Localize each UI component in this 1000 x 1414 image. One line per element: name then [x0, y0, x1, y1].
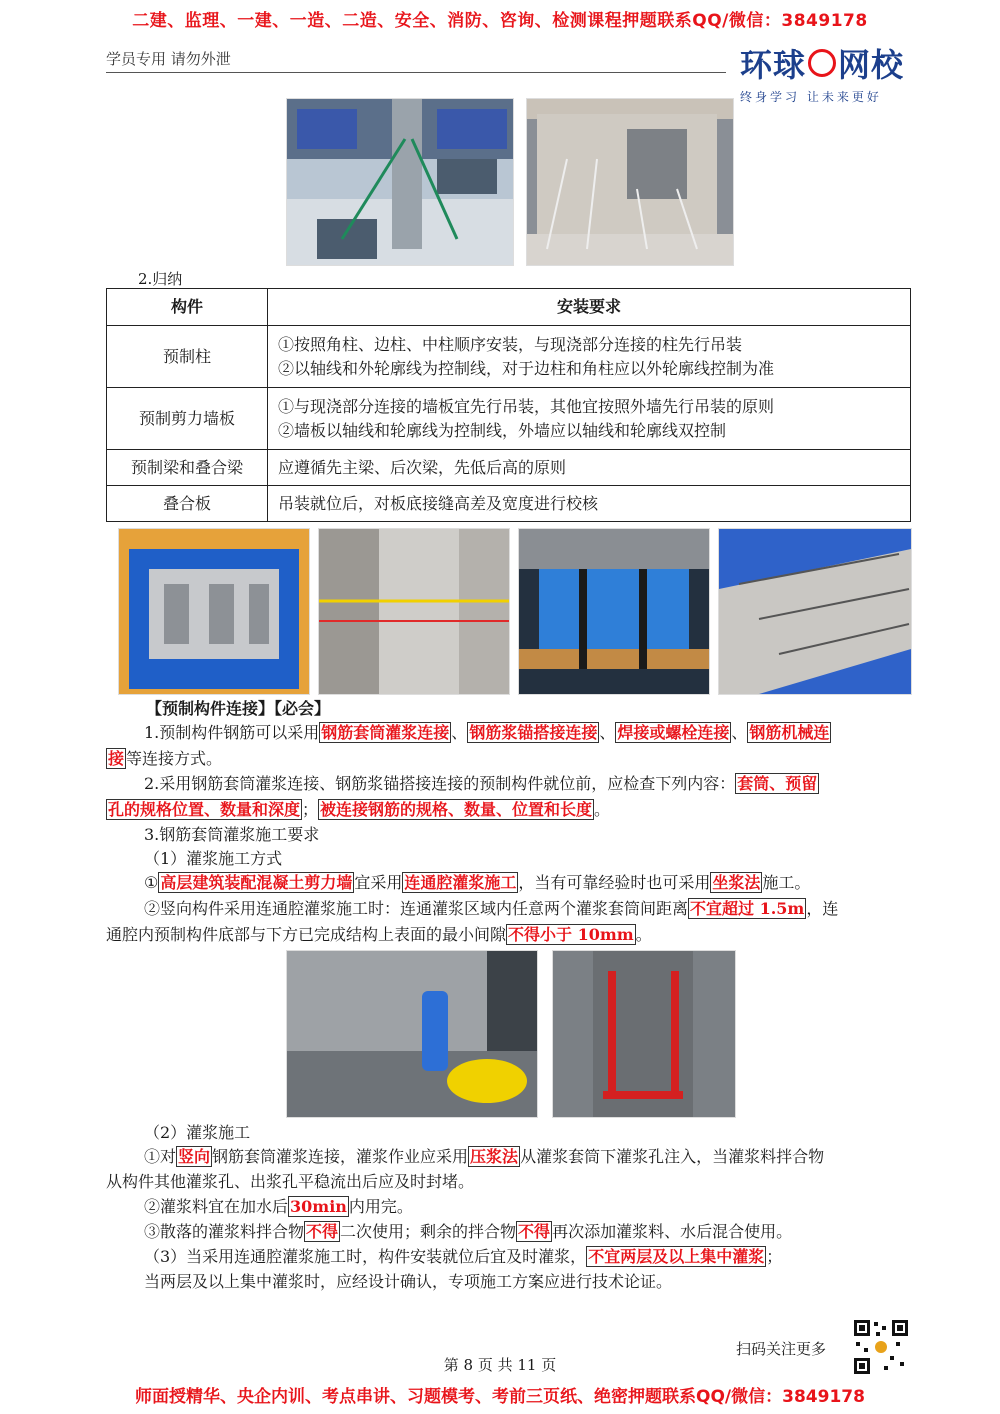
- requirement-cell: 应遵循先主梁、后次梁，先低后高的原则: [268, 450, 911, 486]
- paragraph-3-3-cont: 当两层及以上集中灌浆时，应经设计确认，专项施工方案应进行技术论证。: [144, 1272, 673, 1291]
- paragraph-3-1-b-cont: 通腔内预制构件底部与下方已完成结构上表面的最小间隙 不得小于 10mm 。: [106, 925, 652, 944]
- paragraph-1: 1.预制构件钢筋可以采用 钢筋套筒灌浆连接 、 钢筋浆锚搭接连接 、 焊接或螺栓连接 、 钢筋机械连: [144, 723, 830, 742]
- photo-grouting-cavity: [552, 950, 736, 1118]
- photo-wall-panel-bracing: [526, 98, 734, 266]
- table-row: [107, 450, 911, 486]
- bottom-contact-banner: 师面授精华、央企内训、考点串讲、习题模考、考前三页纸、绝密押题联系QQ/微信：3849178: [135, 1387, 865, 1407]
- requirement-cell: ①与现浇部分连接的墙板宜先行吊装，其他宜按照外墙先行吊装的原则 ②墙板以轴线和轮廓线为控制线，外墙应以轴线和轮廓线双控制: [268, 388, 911, 450]
- paragraph-3-2-title: （2）灌浆施工: [144, 1123, 251, 1142]
- requirement-cell: ①按照角柱、边柱、中柱顺序安装，与现浇部分连接的柱先行吊装 ②以轴线和外轮廓线为控制线，对于边柱和角柱应以外轮廓线控制为准: [268, 326, 911, 388]
- scan-qr-label: 扫码关注更多: [736, 1340, 827, 1358]
- paragraph-3-2-b: ②灌浆料宜在加水后 30min 内用完。: [144, 1197, 413, 1216]
- photo-column-formwork: [118, 528, 310, 695]
- top-contact-banner: 二建、监理、一建、一造、二造、安全、消防、咨询、检测课程押题联系QQ/微信：3849178: [132, 11, 868, 31]
- photo-grouting-equipment: [286, 950, 538, 1118]
- brand-logo: 环球 网校 终身学习 让未来更好: [740, 46, 905, 104]
- paragraph-3-title: 3.钢筋套筒灌浆施工要求: [144, 825, 320, 844]
- header-divider: [106, 72, 726, 73]
- component-cell: 预制剪力墙板: [107, 388, 268, 450]
- photo-wall-joint: [318, 528, 510, 695]
- header-requirement: 安装要求: [268, 289, 911, 326]
- paragraph-3-2-c: ③散落的灌浆料拌合物 不得 二次使用；剩余的拌合物 不得 再次添加灌浆料、水后混合使用。: [144, 1222, 793, 1241]
- requirement-cell: 吊装就位后，对板底接缝高差及宽度进行校核: [268, 486, 911, 522]
- header-component: 构件: [107, 289, 268, 326]
- component-cell: 预制柱: [107, 326, 268, 388]
- table-row: [107, 388, 911, 450]
- component-cell: 叠合板: [107, 486, 268, 522]
- photo-beam-formwork: [518, 528, 710, 695]
- logo-ring-icon: [808, 49, 836, 77]
- connection-heading: 【预制构件连接】【必会】: [146, 699, 331, 718]
- paragraph-2-cont: 孔的规格位置、数量和深度 ； 被连接钢筋的规格、数量、位置和长度 。: [108, 800, 611, 819]
- table-row: [107, 486, 911, 522]
- installation-requirements-table: [106, 288, 911, 522]
- paragraph-3-1-b: ②竖向构件采用连通腔灌浆施工时：连通灌浆区域内任意两个灌浆套筒间距离 不宜超过 1.5m ，连: [144, 899, 839, 918]
- component-cell: 预制梁和叠合梁: [107, 450, 268, 486]
- paragraph-3-1-a: ① 高层建筑装配混凝土剪力墙 宜采用 连通腔灌浆施工 ，当有可靠经验时也可采用 坐浆法 施工。: [144, 873, 811, 892]
- table-row: [107, 326, 911, 388]
- photo-column-bracing: [286, 98, 514, 266]
- photo-composite-slab: [718, 528, 912, 695]
- section-summary-title: 2.归纳: [138, 270, 183, 288]
- paragraph-3-1-title: （1）灌浆施工方式: [144, 849, 283, 868]
- page-number: 第 8 页 共 11 页: [443, 1356, 557, 1374]
- paragraph-2: 2.采用钢筋套筒灌浆连接、钢筋浆锚搭接连接的预制构件就位前，应检查下列内容： 套筒、预留: [144, 774, 818, 793]
- paragraph-3-2-a: ①对 竖向 钢筋套筒灌浆连接，灌浆作业应采用 压浆法 从灌浆套筒下灌浆孔注入，当灌浆料拌合物: [144, 1147, 825, 1166]
- paragraph-3-2-a-cont: 从构件其他灌浆孔、出浆孔平稳流出后应及时封堵。: [106, 1172, 475, 1191]
- student-note: 学员专用 请勿外泄: [106, 50, 231, 68]
- paragraph-1-cont: 接 等连接方式。: [108, 749, 223, 768]
- paragraph-3-3: （3）当采用连通腔灌浆施工时，构件安装就位后宜及时灌浆， 不宜两层及以上集中灌浆 ；: [144, 1247, 783, 1266]
- table-header-row: [107, 289, 911, 326]
